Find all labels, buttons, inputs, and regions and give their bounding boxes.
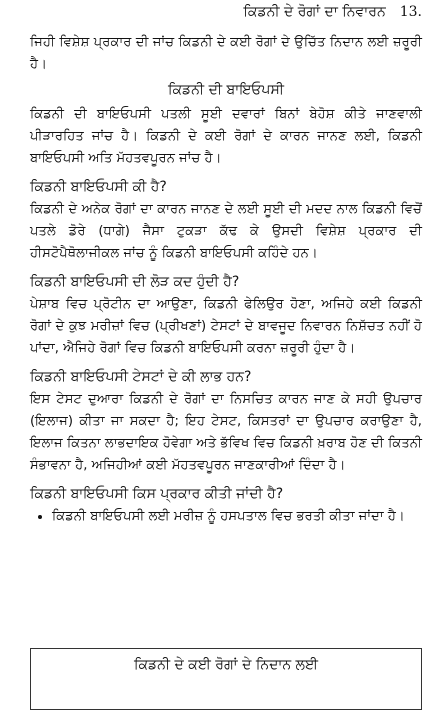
highlight-box-line: ਕਿਡਨੀ ਦੇ ਕਈ ਰੋਗਾਂ ਦੇ ਨਿਦਾਨ ਲਈ xyxy=(133,657,319,673)
section-intro-paragraph: ਕਿਡਨੀ ਦੀ ਬਾਇਓਪਸੀ ਪਤਲੀ ਸੂਈ ਦਵਾਰਾਂ ਬਿਨਾਂ ਬੇਹੋਸ਼ ਕੀਤੇ ਜਾਣਵਾਲੀ ਪੀੜਾਰਹਿਤ ਜਾਂਚ ਹੈ। ਕਿਡਨੀ ਦੇ ਕਈ ਰੋਗਾਂ ਦੇ ਕਾਰਨ ਜਾਨਣ ਲਈ, ਕਿਡਨੀ ਬਾਇਓਪਸੀ ਅਤਿ ਮੱਹਤਵਪੂਰਨ ਜਾਂਚ ਹੈ। xyxy=(30,107,422,166)
bullet-item: • ਕਿਡਨੀ ਬਾਇਓਪਸੀ ਲਈ ਮਰੀਜ਼ ਨੂੰ ਹਸਪਤਾਲ ਵਿਚ ਭਰਤੀ ਕੀਤਾ ਜਾਂਦਾ ਹੈ। xyxy=(52,506,422,528)
question-heading: ਕਿਡਨੀ ਬਾਇਓਪਸੀ ਟੇਸਟਾਂ ਦੇ ਕੀ ਲਾਭ ਹਨ? xyxy=(30,369,252,385)
highlight-box xyxy=(30,648,422,710)
question-heading: ਕਿਡਨੀ ਬਾਇਓਪਸੀ ਦੀ ਲੋੜ ਕਦ ਹੁੰਦੀ ਹੈ? xyxy=(30,274,240,290)
intro-paragraph: ਜਿਹੀ ਵਿਸ਼ੇਸ਼ ਪ੍ਰਕਾਰ ਦੀ ਜਾਂਚ ਕਿਡਨੀ ਦੇ ਕਈ ਰੋਗਾਂ ਦੇ ਉਚਿੱਤ ਨਿਦਾਨ ਲਈ ਜ਼ਰੂਰੀ ਹੈ। xyxy=(30,35,422,72)
running-header-title: ਕਿਡਨੀ ਦੇ ਰੋਗਾਂ ਦਾ ਨਿਵਾਰਨ xyxy=(243,4,386,20)
bullet-list xyxy=(30,506,422,528)
page-number: 13. xyxy=(399,4,422,20)
answer-paragraph: ਪੇਸ਼ਾਬ ਵਿਚ ਪ੍ਰੋਟੀਨ ਦਾ ਆਉਣਾ, ਕਿਡਨੀ ਫੇਲਿਉਰ ਹੋਣਾ, ਅਜਿਹੇ ਕਈ ਕਿਡਨੀ ਰੋਗਾਂ ਦੇ ਕੁਝ ਮਰੀਜ਼ਾਂ ਵਿਚ (ਪ੍ਰੀਖਣਾਂ) ਟੇਸਟਾਂ ਦੇ ਬਾਵਜੂਦ ਨਿਵਾਰਨ ਨਿਸ਼ੱਚਤ ਨਹੀਂ ਹੋ ਪਾਂਦਾ, ਐਜਿਹੇ ਰੋਗਾਂ ਵਿਚ ਕਿਡਨੀ ਬਾਇਓਪਸੀ ਕਰਨਾ ਜ਼ਰੂਰੀ ਹੁੰਦਾ ਹੈ। xyxy=(30,297,422,356)
question-heading: ਕਿਡਨੀ ਬਾਇਓਪਸੀ ਕੀ ਹੈ? xyxy=(30,179,167,195)
answer-paragraph: ਕਿਡਨੀ ਦੇ ਅਨੇਕ ਰੋਗਾਂ ਦਾ ਕਾਰਨ ਜਾਨਣ ਦੇ ਲਈ ਸੂਈ ਦੀ ਮਦਦ ਨਾਲ ਕਿਡਨੀ ਵਿਚੋਂ ਪਤਲੇ ਡੋਰੇ (ਧਾਗੇ) ਜੈਸਾ ਟੁਕੜਾ ਕੱਢ ਕੇ ਉਸਦੀ ਵਿਸ਼ੇਸ਼ ਪ੍ਰਕਾਰ ਦੀ ਹੀਸਟੋਪੈਥੋਲਾਜੀਕਲ ਜਾਂਚ ਨੂੰ ਕਿਡਨੀ ਬਾਇਓਪਸੀ ਕਹਿੰਦੇ ਹਨ। xyxy=(30,202,422,261)
section-title: ਕਿਡਨੀ ਦੀ ਬਾਇਓਪਸੀ xyxy=(168,82,284,98)
running-header xyxy=(30,0,422,32)
answer-paragraph: ਇਸ ਟੇਸਟ ਦੁਆਰਾ ਕਿਡਨੀ ਦੇ ਰੋਗਾਂ ਦਾ ਨਿਸਚਿਤ ਕਾਰਨ ਜਾਣ ਕੇ ਸਹੀ ਉਪਚਾਰ (ਇਲਾਜ) ਕੀਤਾ ਜਾ ਸਕਦਾ ਹੈ; ਇਹ ਟੇਸਟ, ਕਿਸਤਰਾਂ ਦਾ ਉਪਚਾਰ ਕਰਾਉਣਾ ਹੈ, ਇਲਾਜ ਕਿਤਨਾ ਲਾਭਦਾਇਕ ਹੋਵੇਗਾ ਅਤੇ ਭੱਵਿਖ ਵਿਚ ਕਿਡਨੀ ਖ਼ਰਾਬ ਹੋਣ ਦੀ ਕਿਤਨੀ ਸੰਭਾਵਨਾ ਹੈ, ਅਜਿਹੀਆਂ ਕਈ ਮੱਹਤਵਪੂਰਨ ਜਾਣਕਾਰੀਆਂ ਦਿੰਦਾ ਹੈ। xyxy=(30,392,422,473)
question-heading: ਕਿਡਨੀ ਬਾਇਓਪਸੀ ਕਿਸ ਪ੍ਰਕਾਰ ਕੀਤੀ ਜਾਂਦੀ ਹੈ? xyxy=(30,486,284,502)
